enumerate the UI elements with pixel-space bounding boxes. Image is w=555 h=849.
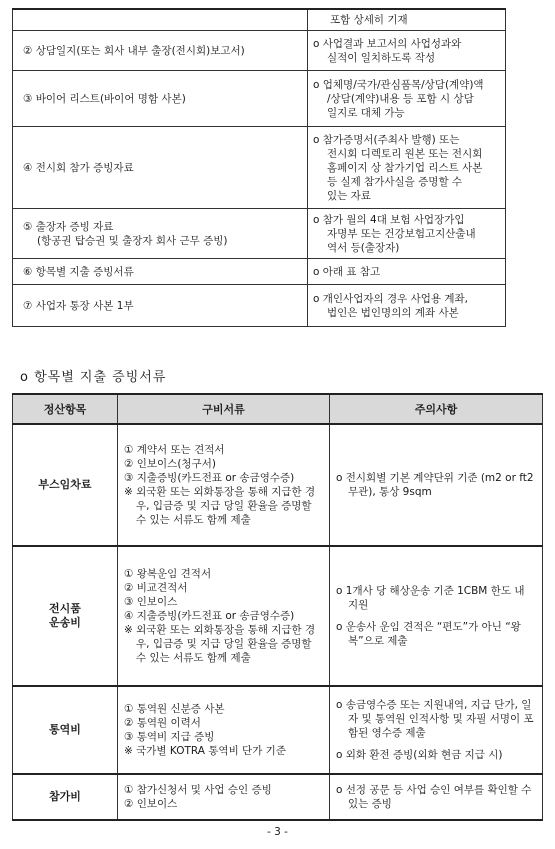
doc-row xyxy=(13,209,506,259)
category-cell: 참가비 xyxy=(13,774,118,820)
doc-item: ⑤ 출장자 증빙 자료 (항공권 탑승권 및 출장자 회사 근무 증빙) xyxy=(13,209,308,259)
doc-item: ③ 바이어 리스트(바이어 명함 사본) xyxy=(13,71,308,127)
column-header-notes: 주의사항 xyxy=(330,394,543,424)
documents-cell: ① 통역원 신분증 사본 ② 통역원 이력서 ③ 통역비 지급 증빙 ※ 국가별 KOTRA 통역비 단가 기준 xyxy=(118,686,330,774)
category-cell: 전시품 운송비 xyxy=(13,546,118,686)
table-row xyxy=(13,686,543,774)
doc-note: o 업체명/국가/관심품목/상담(계약)액 /상담(계약)내용 등 포함 시 상담 일지로 대체 가능 xyxy=(308,71,506,127)
doc-row xyxy=(13,127,506,209)
doc-note: o 참가 월의 4대 보험 사업장가입 자명부 또는 건강보험고지산출내 역서 등(출장자) xyxy=(308,209,506,259)
doc-note: o 참가증명서(주최사 발행) 또는 전시회 디렉토리 원본 또는 전시회 홈페이지 상 참가기업 리스트 사본 등 실제 참가사실을 증명할 수 있는 자료 xyxy=(308,127,506,209)
continued-row xyxy=(13,9,506,31)
doc-item: ⑦ 사업자 통장 사본 1부 xyxy=(13,285,308,327)
table-row xyxy=(13,546,543,686)
doc-row xyxy=(13,259,506,285)
table-row xyxy=(13,774,543,820)
category-cell: 부스임차료 xyxy=(13,424,118,546)
column-header-documents: 구비서류 xyxy=(118,394,330,424)
doc-item: ⑥ 항목별 지출 증빙서류 xyxy=(13,259,308,285)
doc-item: ④ 전시회 참가 증빙자료 xyxy=(13,127,308,209)
table-row xyxy=(13,424,543,546)
documents-cell: ① 참가신청서 및 사업 승인 증빙 ② 인보이스 xyxy=(118,774,330,820)
section-heading: o 항목별 지출 증빙서류 xyxy=(20,370,167,385)
continued-note: 포함 상세히 기재 xyxy=(308,9,506,31)
notes-cell: o 1개사 당 해상운송 기준 1CBM 한도 내 지원 o 운송사 운임 견적은 “편도”가 아닌 “왕복”으로 제출 xyxy=(330,546,543,686)
doc-item: ② 상담일지(또는 회사 내부 출장(전시회)보고서) xyxy=(13,31,308,71)
category-cell: 통역비 xyxy=(13,686,118,774)
doc-note: o 사업결과 보고서의 사업성과와 실적이 일치하도록 작성 xyxy=(308,31,506,71)
doc-note: o 개인사업자의 경우 사업용 계좌, 법인은 법인명의의 계좌 사본 xyxy=(308,285,506,327)
doc-note: o 아래 표 참고 xyxy=(308,259,506,285)
notes-cell: o 전시회별 기본 계약단위 기준 (m2 or ft2 무관), 통상 9sqm xyxy=(330,424,543,546)
doc-row xyxy=(13,31,506,71)
expense-evidence-table xyxy=(12,393,543,821)
documents-cell: ① 계약서 또는 견적서 ② 인보이스(청구서) ③ 지출증빙(카드전표 or 송금영수증) ※ 외국환 또는 외화통장을 통해 지급한 경우, 입금증 및 지급 당일 환율을 증명할 수 있는 서류도 함께 제출 xyxy=(118,424,330,546)
documents-cell: ① 왕복운임 견적서 ② 비교견적서 ③ 인보이스 ④ 지출증빙(카드전표 or 송금영수증) ※ 외국환 또는 외화통장을 통해 지급한 경우, 입금증 및 지급 당일 환율을 증명할 수 있는 서류도 함께 제출 xyxy=(118,546,330,686)
page-number: - 3 - xyxy=(267,826,288,838)
required-documents-table xyxy=(12,8,506,327)
doc-row xyxy=(13,71,506,127)
table-header-row xyxy=(13,394,543,424)
doc-row xyxy=(13,285,506,327)
notes-cell: o 송금영수증 또는 지원내역, 지급 단가, 일자 및 통역원 인적사항 및 자필 서명이 포함된 영수증 제출 o 외화 환전 증빙(외화 현금 지급 시) xyxy=(330,686,543,774)
notes-cell: o 선정 공문 등 사업 승인 여부를 확인할 수 있는 증빙 xyxy=(330,774,543,820)
column-header-category: 정산항목 xyxy=(13,394,118,424)
